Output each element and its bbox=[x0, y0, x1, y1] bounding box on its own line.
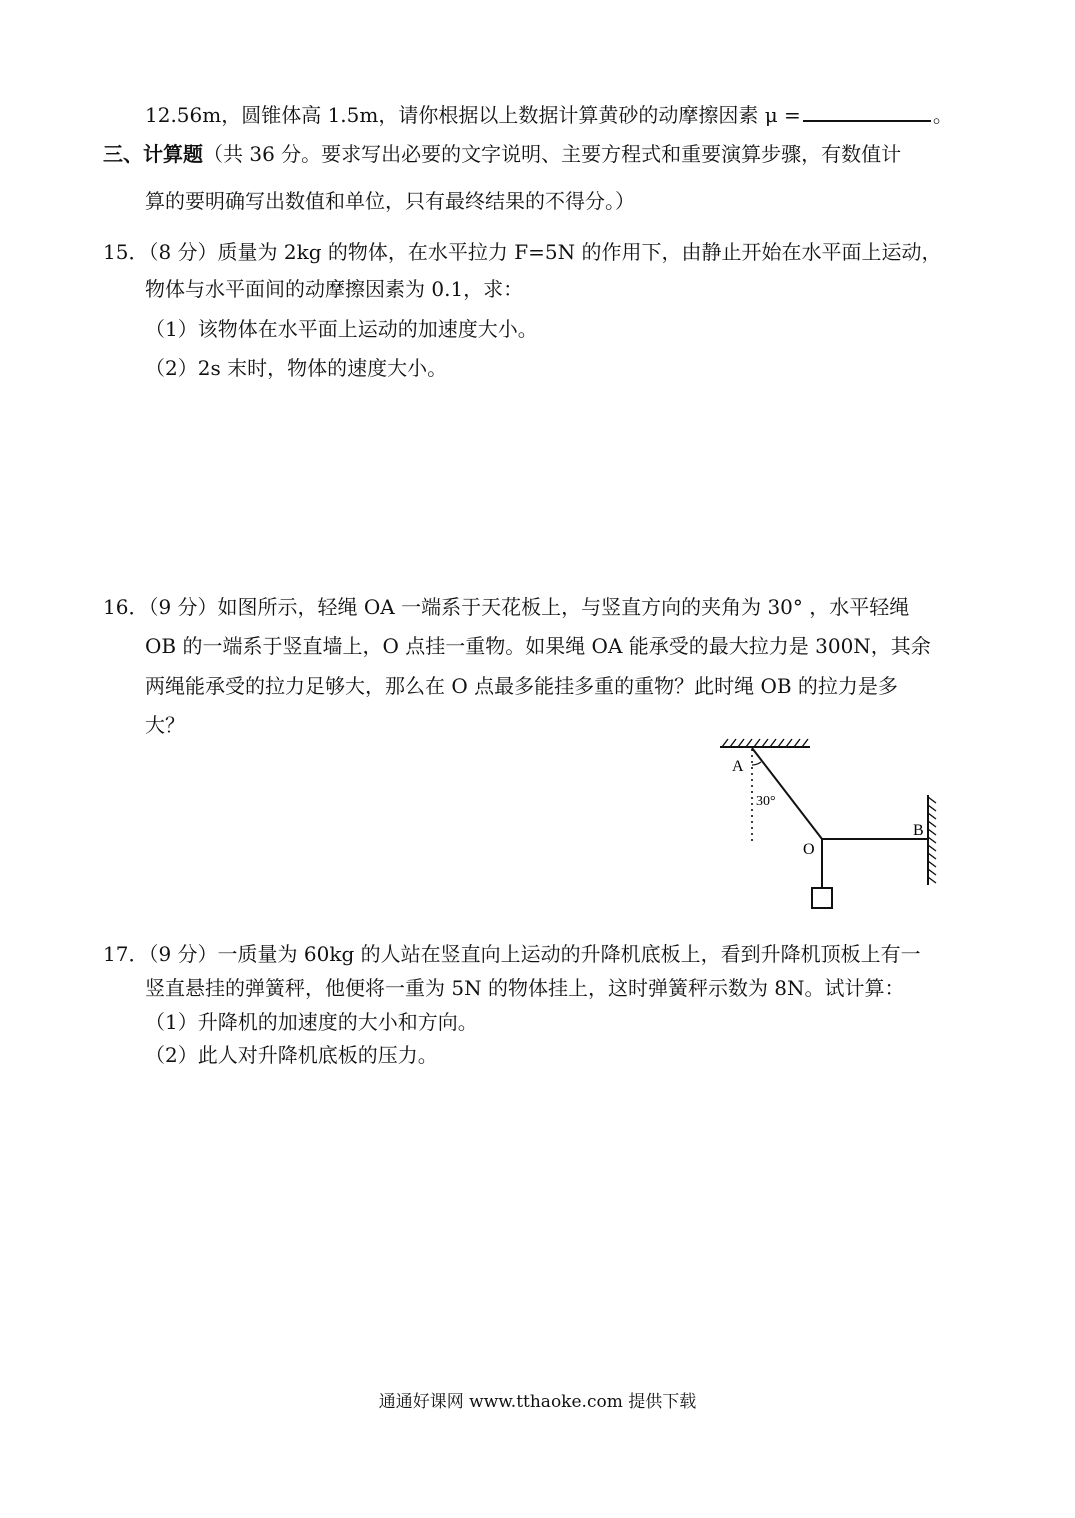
q15-line1 bbox=[103, 238, 941, 266]
q17-part2 bbox=[145, 1041, 438, 1069]
footer-text: 通通好课网 www.tthaoke.com 提供下载 bbox=[378, 1392, 697, 1412]
label-o: O bbox=[803, 841, 815, 858]
label-b: B bbox=[913, 822, 924, 839]
q15-number: 15． bbox=[103, 240, 149, 264]
continuation-end: 。 bbox=[932, 103, 953, 127]
label-a: A bbox=[732, 758, 744, 775]
q16-text-2: OB 的一端系于竖直墙上，O 点挂一重物。如果绳 OA 能承受的最大拉力是 300N，其余 bbox=[145, 634, 931, 658]
angle-label: 30° bbox=[756, 794, 776, 809]
q16-text-4: 大？ bbox=[145, 713, 185, 737]
section-description-line2 bbox=[145, 187, 635, 215]
q16-line2 bbox=[145, 632, 931, 660]
q17-text-2: 竖直悬挂的弹簧秤，他便将一重为 5N 的物体挂上，这时弹簧秤示数为 8N。试计算： bbox=[145, 976, 905, 1000]
q15-text-1: （8 分）质量为 2kg 的物体，在水平拉力 F=5N 的作用下，由静止开始在水平面上运动， bbox=[148, 240, 942, 264]
section-heading: 三、计算题 bbox=[103, 142, 203, 166]
q17-line1 bbox=[103, 940, 921, 968]
answer-blank bbox=[803, 100, 931, 122]
q15-part1 bbox=[145, 315, 538, 343]
q17-part2-text: （2）此人对升降机底板的压力。 bbox=[145, 1043, 438, 1067]
weight-box bbox=[812, 888, 832, 908]
q17-text-1: （9 分）一质量为 60kg 的人站在竖直向上运动的升降机底板上，看到升降机顶板上有一 bbox=[148, 942, 921, 966]
q15-text-2: 物体与水平面间的动摩擦因素为 0.1，求： bbox=[145, 277, 524, 301]
q17-part1 bbox=[145, 1008, 478, 1036]
angle-arc bbox=[752, 762, 761, 765]
section-heading-line bbox=[103, 140, 901, 168]
q16-line1 bbox=[103, 593, 909, 621]
q15-part1-text: （1）该物体在水平面上运动的加速度大小。 bbox=[145, 317, 538, 341]
q16-line4 bbox=[145, 711, 185, 739]
q15-line2 bbox=[145, 275, 523, 303]
q15-part2-text: （2）2s 末时，物体的速度大小。 bbox=[145, 356, 448, 380]
continuation-line bbox=[145, 100, 953, 129]
q17-part1-text: （1）升降机的加速度的大小和方向。 bbox=[145, 1010, 478, 1034]
q15-part2 bbox=[145, 354, 447, 382]
ceiling-hatch bbox=[722, 739, 808, 747]
q16-number: 16． bbox=[103, 595, 149, 619]
section-description-1: （共 36 分。要求写出必要的文字说明、主要方程式和重要演算步骤，有数值计 bbox=[203, 142, 902, 166]
q16-line3 bbox=[145, 672, 898, 700]
rope-diagram bbox=[710, 735, 950, 920]
continuation-text: 12.56m，圆锥体高 1.5m，请你根据以上数据计算黄砂的动摩擦因素 μ = bbox=[145, 103, 801, 127]
q17-number: 17． bbox=[103, 942, 149, 966]
q17-line2 bbox=[145, 974, 905, 1002]
q16-text-1: （9 分）如图所示，轻绳 OA 一端系于天花板上，与竖直方向的夹角为 30° ，水平轻绳 bbox=[148, 595, 910, 619]
wall-hatch bbox=[928, 797, 936, 883]
section-description-2: 算的要明确写出数值和单位，只有最终结果的不得分。） bbox=[145, 189, 635, 213]
q16-text-3: 两绳能承受的拉力足够大，那么在 O 点最多能挂多重的重物？此时绳 OB 的拉力是多 bbox=[145, 674, 898, 698]
page-footer bbox=[0, 1390, 1075, 1414]
